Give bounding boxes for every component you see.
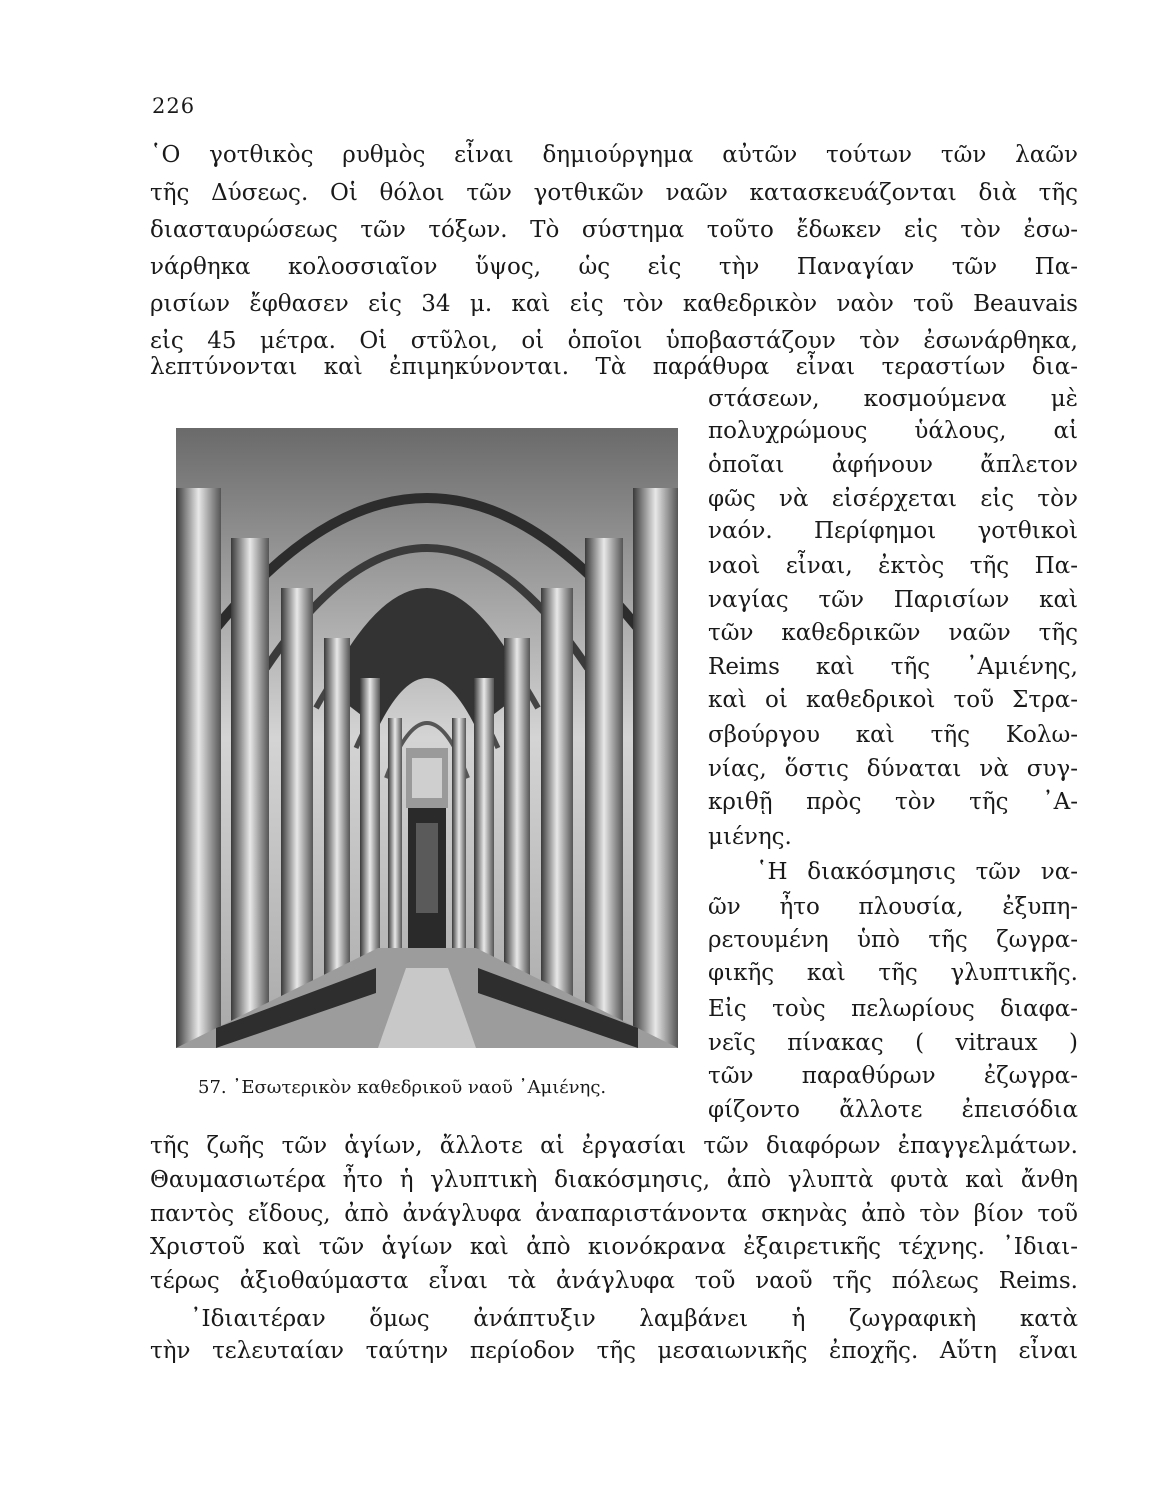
text-line: ναόν. Περίφημοι γοτθικοὶ: [708, 518, 1078, 544]
text-line: μιένης.: [708, 824, 792, 850]
text-line: νεῖς πίνακας ( vitraux ): [708, 1030, 1078, 1056]
text-line: σβούργου καὶ τῆς Κολω-: [708, 722, 1078, 748]
text-line: τέρως ἀξιοθαύμαστα εἶναι τὰ ἀνάγλυφα τοῦ ναοῦ τῆς πόλεως Reims.: [150, 1268, 1078, 1294]
text-line: τῶν καθεδρικῶν ναῶν τῆς: [708, 620, 1078, 646]
text-line: ῾Η διακόσμησις τῶν να-: [756, 859, 1078, 885]
text-line: τῶν παραθύρων ἐζωγρα-: [708, 1063, 1078, 1089]
cathedral-illustration: [176, 428, 678, 1048]
text-line: ῶν ἦτο πλουσία, ἐξυπη-: [708, 894, 1078, 920]
text-line: νάρθηκα κολοσσιαῖον ὕψος, ὡς εἰς τὴν Παναγίαν τῶν Πα-: [150, 254, 1078, 280]
text-line: εἰς 45 μέτρα. Οἱ στῦλοι, οἱ ὁποῖοι ὑποβαστάζουν τὸν ἐσωνάρθηκα,: [150, 328, 1078, 354]
text-line: Χριστοῦ καὶ τῶν ἁγίων καὶ ἀπὸ κιονόκρανα ἐξαιρετικῆς τέχνης. ᾿Ιδιαι-: [150, 1234, 1078, 1260]
text-line: ναγίας τῶν Παρισίων καὶ: [708, 587, 1078, 613]
text-line: Εἰς τοὺς πελωρίους διαφα-: [708, 996, 1078, 1022]
text-line: ρετουμένη ὑπὸ τῆς ζωγρα-: [708, 927, 1078, 953]
text-line: ρισίων ἔφθασεν εἰς 34 μ. καὶ εἰς τὸν καθεδρικὸν ναὸν τοῦ Beauvais: [150, 291, 1078, 317]
text-line: τῆς Δύσεως. Οἱ θόλοι τῶν γοτθικῶν ναῶν κατασκευάζονται διὰ τῆς: [150, 180, 1078, 206]
text-line: ῾Ο γοτθικὸς ρυθμὸς εἶναι δημιούργημα αὐτῶν τούτων τῶν λαῶν: [150, 142, 1078, 168]
text-line: φικῆς καὶ τῆς γλυπτικῆς.: [708, 960, 1078, 986]
text-line: διασταυρώσεως τῶν τόξων. Τὸ σύστημα τοῦτο ἔδωκεν εἰς τὸν ἐσω-: [150, 217, 1078, 243]
text-line: Θαυμασιωτέρα ἦτο ἡ γλυπτικὴ διακόσμησις, ἀπὸ γλυπτὰ φυτὰ καὶ ἄνθη: [150, 1167, 1078, 1193]
text-line: καὶ οἱ καθεδρικοὶ τοῦ Στρα-: [708, 687, 1078, 713]
text-line: φίζοντο ἄλλοτε ἐπεισόδια: [708, 1097, 1078, 1123]
text-line: πολυχρώμους ὑάλους, αἱ: [708, 418, 1078, 444]
text-line: λεπτύνονται καὶ ἐπιμηκύνονται. Τὰ παράθυρα εἶναι τεραστίων δια-: [150, 354, 1078, 380]
text-line: στάσεων, κοσμούμενα μὲ: [708, 386, 1078, 412]
text-line: ὁποῖαι ἀφήνουν ἄπλετον: [708, 452, 1078, 478]
text-line: τὴν τελευταίαν ταύτην περίοδον τῆς μεσαιωνικῆς ἐποχῆς. Αὕτη εἶναι: [150, 1338, 1078, 1364]
text-line: ναοὶ εἶναι, ἐκτὸς τῆς Πα-: [708, 553, 1078, 579]
text-line: νίας, ὅστις δύναται νὰ συγ-: [708, 756, 1078, 782]
page-number: 226: [152, 94, 196, 118]
text-line: ᾿Ιδιαιτέραν ὅμως ἀνάπτυξιν λαμβάνει ἡ ζωγραφικὴ κατὰ: [190, 1306, 1078, 1332]
text-line: Reims καὶ τῆς ᾿Αμιένης,: [708, 654, 1078, 680]
text-line: παντὸς εἴδους, ἀπὸ ἀνάγλυφα ἀναπαριστάνοντα σκηνὰς ἀπὸ τὸν βίον τοῦ: [150, 1201, 1078, 1227]
text-line: τῆς ζωῆς τῶν ἁγίων, ἄλλοτε αἱ ἐργασίαι τῶν διαφόρων ἐπαγγελμάτων.: [150, 1133, 1078, 1159]
text-line: φῶς νὰ εἰσέρχεται εἰς τὸν: [708, 486, 1078, 512]
text-line: κριθῇ πρὸς τὸν τῆς ᾿Α-: [708, 789, 1078, 815]
figure-caption: 57. ᾿Εσωτερικὸν καθεδρικοῦ ναοῦ ᾿Αμιένης.: [198, 1077, 607, 1098]
cathedral-interior-image: [176, 428, 678, 1048]
